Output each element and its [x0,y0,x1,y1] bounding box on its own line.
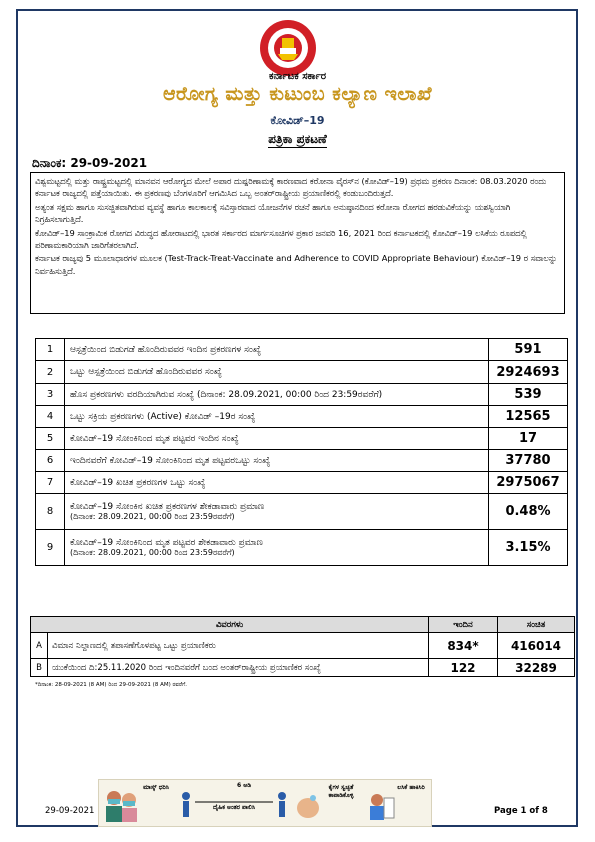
department-name: ಆರೋಗ್ಯ ಮತ್ತು ಕುಟುಂಬ ಕಲ್ಯಾಣ ಇಲಾಖೆ [162,83,433,105]
row-label: ಕೋವಿಡ್–19 ಸೋಂಕಿನಿಂದ ಮೃತ ಪಟ್ಟವರ ಇಂದಿನ ಸಂಖ್ಯೆ [65,428,489,450]
row-label: ಇಂದಿನವರೆಗೆ ಕೋವಿಡ್–19 ಸೋಂಕಿನಿಂದ ಮೃತ ಪಟ್ಟವರಒಟ್ಟು ಸಂಖ್ಯೆ [65,450,489,472]
row-number: 2 [36,361,65,384]
vaccine-icon [367,790,395,822]
row-value: 0.48% [489,494,568,530]
mask-label: ಮಾಸ್ಕ್ ಧರಿಸಿ [143,784,169,791]
row-total: 32289 [498,659,575,677]
row-total: 416014 [498,633,575,659]
table-row [36,384,568,406]
table-row [36,428,568,450]
row-number: 9 [36,530,65,566]
distance-label: ದೈಹಿಕ ಅಂತರ ಪಾಲಿಸಿ [212,804,256,811]
row-label: ಹೊಸ ಪ್ರಕರಣಗಳು ವರದಿಯಾಗಿರುವ ಸಂಖ್ಯೆ (ದಿನಾಂಕ: 28.09.2021, 00:00 ರಿಂದ 23:59ರವರೆಗೆ) [65,384,489,406]
row-number: 6 [36,450,65,472]
row-number: 7 [36,472,65,494]
table-row [36,472,568,494]
table-row [31,659,575,677]
table-row [31,633,575,659]
row-number: 5 [36,428,65,450]
row-today: 122 [429,659,498,677]
row-label: ಒಟ್ಟು ಆಸ್ಪತ್ರೆಯಿಂದ ಬಿಡುಗಡೆ ಹೊಂದಿರುವವರ ಸಂಖ್ಯೆ [65,361,489,384]
header-today: ಇಂದಿನ [429,617,498,633]
footnote: *ದಿನಾಂಕ: 28-09-2021 (8 AM) ರಿಂದ 29-09-2021 (8 AM) ರವರೆಗೆ. [35,682,187,688]
release-date: ದಿನಾಂಕ: 29-09-2021 [32,156,148,170]
table-row [36,339,568,361]
intro-box [30,172,565,314]
row-value: 2924693 [489,361,568,384]
row-value: 591 [489,339,568,361]
mask-people-icon [103,788,139,822]
press-release-label: ಪತ್ರಿಕಾ ಪ್ರಕಟಣೆ [268,132,327,146]
row-label-cell [65,530,489,566]
table-row [36,530,568,566]
press-release-title [0,132,595,147]
row-number: 8 [36,494,65,530]
row-id: A [31,633,48,659]
hand-sanitize-icon [295,790,321,820]
header-details: ವಿವರಗಳು [31,617,429,633]
covid-guidelines-banner [98,779,432,827]
table-row [36,406,568,428]
row-id: B [31,659,48,677]
row-value: 37780 [489,450,568,472]
row-sublabel: (ದಿನಾಂಕ: 28.09.2021, 00:00 ರಿಂದ 23:59ರವರೆಗೆ) [70,547,235,557]
government-name: ಕರ್ನಾಟಕ ಸರ್ಕಾರ [268,71,327,82]
row-number: 1 [36,339,65,361]
page-number: Page 1 of 8 [494,806,548,816]
distance-top-label: 6 ಅಡಿ [237,782,251,789]
row-number: 4 [36,406,65,428]
karnataka-emblem-icon [256,18,320,78]
covid-title: ಕೋವಿಡ್–19 [270,114,325,127]
row-label: ಯುಕೆಯಿಂದ ದಿ:25.11.2020 ರಿಂದ ಇಂದಿನವರೆಗೆ ಬಂದ ಅಂತರ್‌ರಾಷ್ಟ್ರೀಯ ಪ್ರಯಾಣಿಕರ ಸಂಖ್ಯೆ [48,659,429,677]
row-value: 12565 [489,406,568,428]
table-row [36,494,568,530]
row-label: ಒಟ್ಟು ಸಕ್ರಿಯ ಪ್ರಕರಣಗಳು (Active) ಕೋವಿಡ್ –19ರ ಸಂಖ್ಯೆ [65,406,489,428]
row-label: ಕೋವಿಡ್–19 ಖಚಿತ ಪ್ರಕರಣಗಳ ಒಟ್ಟು ಸಂಖ್ಯೆ [65,472,489,494]
intro-paragraph: ಅತ್ಯಂತ ಸಕ್ಷಮ ಹಾಗೂ ಸುಸಜ್ಜಿತವಾಗಿರುವ ವ್ಯವಸ್ಥೆ ಹಾಗೂ ಕಾಲಕಾಲಕ್ಕೆ ಸವಿಸ್ತಾರವಾದ ಯೋಜನೆಗಳ ರಚನೆ ಹಾಗೂ ಅನುಷ್ಠಾನದಿಂದ ಕರೋನಾ ರೋಗದ ಹರಡುವಿಕೆಯನ್ನು ಯಶಸ್ವಿಯಾಗಿ ನಿಗ್ರಹಿಸಲಾಗುತ್ತಿದೆ. [35,201,511,225]
row-label: ಕೋವಿಡ್–19 ಸೋಂಕಿನ ಖಚಿತ ಪ್ರಕರಣಗಳ ಶೇಕಡಾವಾರು ಪ್ರಮಾಣ [70,501,265,512]
covid-stats-table [35,338,568,566]
row-label: ವಿಮಾನ ನಿಲ್ದಾಣದಲ್ಲಿ ತಪಾಸಣೆಗೊಳಪಟ್ಟ ಒಟ್ಟು ಪ್ರಯಾಣಿಕರು [48,633,429,659]
travel-table [30,616,575,677]
row-value: 539 [489,384,568,406]
row-value: 2975067 [489,472,568,494]
table-header-row [31,617,575,633]
row-value: 17 [489,428,568,450]
sanitize-label: ಕೈಗಳ ಸ್ವಚ್ಛತೆ ಕಾಪಾಡಿಕೊಳ್ಳಿ [328,784,354,799]
vaccine-label: ಲಸಿಕೆ ಹಾಕಿಸಿರಿ [397,784,425,791]
header-cumulative: ಸಂಚಿತ [498,617,575,633]
row-number: 3 [36,384,65,406]
footer-date: 29-09-2021 [45,806,95,816]
row-value: 3.15% [489,530,568,566]
row-label: ಆಸ್ಪತ್ರೆಯಿಂದ ಬಿಡುಗಡೆ ಹೊಂದಿರುವವರ ಇಂದಿನ ಪ್ರಕರಣಗಳ ಸಂಖ್ಯೆ [65,339,489,361]
table-row [36,450,568,472]
table-row [36,361,568,384]
row-label: ಕೋವಿಡ್–19 ಸೋಂಕಿನಿಂದ ಮೃತ ಪಟ್ಟವರ ಶೇಕಡಾವಾರು ಪ್ರಮಾಣ [70,537,263,548]
intro-paragraph: ಕೋವಿಡ್–19 ಸಾಂಕ್ರಾಮಿಕ ರೋಗದ ವಿರುದ್ಧದ ಹೋರಾಟದಲ್ಲಿ ಭಾರತ ಸರ್ಕಾರದ ಮಾರ್ಗಸೂಚಿಗಳ ಪ್ರಕಾರ ಜನವರಿ 16, 2021 ರಿಂದ ಕರ್ನಾಟಕದಲ್ಲಿ ಕೋವಿಡ್–19 ಲಸಿಕೆಯ ರೂಪದಲ್ಲಿ ಪರಿಣಾಮಕಾರಿಯಾಗಿ ಜಾರಿಗೆತರಲಾಗಿದೆ. [35,227,527,251]
row-sublabel: (ದಿನಾಂಕ: 28.09.2021, 00:00 ರಿಂದ 23:59ರವರೆಗೆ) [70,511,235,521]
intro-paragraph: ಕರ್ನಾಟಕ ರಾಜ್ಯವು 5 ಮೂಲಾಧಾರಗಳ ಮೂಲಕ (Test-Track-Treat-Vaccinate and Adherence to COVID Appropriate Behaviour) ಕೋವಿಡ್–19 ರ ಸವಾಲನ್ನು ನಿರ್ವಹಿಸುತ್ತಿದೆ. [35,253,558,276]
row-today: 834* [429,633,498,659]
row-label-cell [65,494,489,530]
intro-paragraph: ವಿಶ್ವಮಟ್ಟದಲ್ಲಿ ಮತ್ತು ರಾಷ್ಟ್ರಮಟ್ಟದಲ್ಲಿ ಮಾನವನ ಆರೋಗ್ಯದ ಮೇಲೆ ಅಪಾರ ದುಷ್ಪರಿಣಾಮಕ್ಕೆ ಕಾರಣವಾದ ಕರೋನಾ ವೈರಸ್‌ನ (ಕೋವಿಡ್–19) ಪ್ರಥಮ ಪ್ರಕರಣ ದಿನಾಂಕ: 08.03.2020 ರಂದು ಕರ್ನಾಟಕ ರಾಜ್ಯದಲ್ಲಿ ಪತ್ತೆಯಾಯಿತು. ಈ ಪ್ರಕರಣವು ಬೆಂಗಳೂರಿಗೆ ಆಗಮಿಸಿದ ಒಬ್ಬ ಅಂತರ್‌ರಾಷ್ಟ್ರೀಯ ಪ್ರಯಾಣಿಕರಲ್ಲಿ ಕಂಡುಬಂದಿರುತ್ತದೆ. [35,176,547,199]
